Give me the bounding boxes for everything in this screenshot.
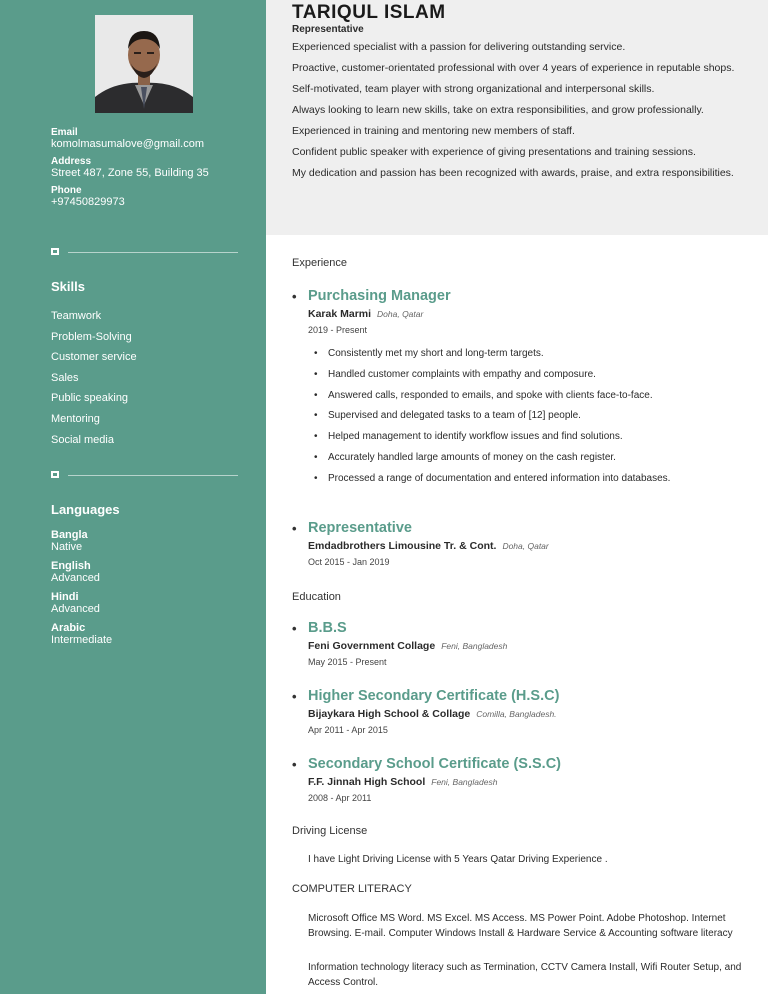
- school: [292, 775, 752, 789]
- phone-value[interactable]: +97450829973: [51, 196, 125, 208]
- company-location: Doha, Qatar: [377, 309, 424, 319]
- job-title: • Representative: [292, 520, 752, 537]
- sidebar-divider: [51, 248, 238, 258]
- address-value: Street 487, Zone 55, Building 35: [51, 167, 209, 179]
- school-location: Comilla, Bangladesh.: [476, 709, 557, 719]
- job-org: [292, 307, 752, 321]
- driving-text: I have Light Driving License with 5 Years Qatar Driving Experience .: [308, 854, 608, 865]
- school-location: Feni, Bangladesh: [431, 777, 498, 787]
- job-title: • Purchasing Manager: [292, 288, 752, 305]
- school-name: Feni Government Collage: [308, 640, 436, 652]
- school-location: Feni, Bangladesh: [441, 641, 508, 651]
- job-dates: 2019 - Present: [308, 325, 368, 335]
- language-name: English: [51, 560, 91, 572]
- person-role: Representative: [292, 24, 364, 35]
- school-name: F.F. Jinnah High School: [308, 776, 426, 788]
- language-level: Intermediate: [51, 634, 113, 646]
- job-entry: [292, 520, 752, 568]
- summary-item: Always looking to learn new skills, take on extra responsibilities, and grow professionally.: [292, 104, 704, 116]
- degree-dates: Apr 2011 - Apr 2015: [308, 725, 388, 735]
- language-name: Bangla: [51, 529, 88, 541]
- address-label: Address: [51, 156, 92, 167]
- degree-title: • Higher Secondary Certificate (H.S.C): [292, 688, 752, 705]
- school: [292, 707, 752, 721]
- summary-list: [292, 40, 752, 187]
- language-level: Advanced: [51, 603, 100, 615]
- language-item: [51, 591, 112, 622]
- duty-item: • Consistently met my short and long-term targets.: [314, 347, 752, 361]
- degree-dates: 2008 - Apr 2011: [308, 793, 372, 803]
- person-name: TARIQUL ISLAM: [292, 2, 446, 23]
- language-name: Hindi: [51, 591, 79, 603]
- experience-label: Experience: [292, 257, 348, 269]
- duty-item: • Supervised and delegated tasks to a team of [12] people.: [314, 409, 752, 423]
- duties-list: [292, 347, 752, 486]
- job-entry: [292, 288, 752, 493]
- duty-item: • Processed a range of documentation and entered information into databases.: [314, 472, 752, 486]
- skills-title: Skills: [51, 279, 85, 294]
- sidebar-divider: [51, 471, 238, 481]
- degree-title: • B.B.S: [292, 620, 752, 637]
- summary-item: Proactive, customer-orientated professional with over 4 years of experience in reputable shops.: [292, 62, 735, 74]
- degree-title: • Secondary School Certificate (S.S.C): [292, 756, 752, 773]
- skill-item: Mentoring: [51, 412, 100, 425]
- language-item: [51, 560, 112, 591]
- degree-dates: May 2015 - Present: [308, 657, 387, 667]
- square-icon: [51, 471, 59, 478]
- duty-item: • Accurately handled large amounts of money on the cash register.: [314, 451, 752, 465]
- duty-item: • Answered calls, responded to emails, and spoke with clients face-to-face.: [314, 389, 752, 403]
- language-level: Native: [51, 541, 83, 553]
- profile-photo: [95, 15, 193, 113]
- summary-item: My dedication and passion has been recognized with awards, praise, and extra responsibilities.: [292, 167, 734, 179]
- email-label: Email: [51, 127, 78, 138]
- sidebar: [0, 0, 266, 994]
- it-literacy-text: Information technology literacy such as Termination, CCTV Camera Install, Wifi Router Setup, and Access Control.: [308, 962, 742, 988]
- education-label: Education: [292, 591, 341, 603]
- language-item: [51, 622, 112, 653]
- computer-literacy-text: Microsoft Office MS Word. MS Excel. MS Access. MS Power Point. Adobe Photoshop. Internet Browsing. E-mail. Computer Windows Install & Hardware Service & Accounting software literacy: [308, 913, 733, 939]
- education-entry: [292, 756, 752, 804]
- school: [292, 639, 752, 653]
- skill-item: Problem-Solving: [51, 330, 132, 343]
- skill-item: Public speaking: [51, 392, 129, 405]
- skill-item: Sales: [51, 371, 79, 384]
- skill-item: Social media: [51, 433, 114, 446]
- job-dates: Oct 2015 - Jan 2019: [308, 557, 390, 567]
- contact-block: [51, 128, 251, 215]
- summary-item: Experienced specialist with a passion for delivering outstanding service.: [292, 41, 626, 53]
- school-name: Bijaykara High School & Collage: [308, 708, 471, 720]
- summary-item: Confident public speaker with experience of giving presentations and training sessions.: [292, 146, 696, 158]
- square-icon: [51, 248, 59, 255]
- duty-item: • Helped management to identify workflow issues and find solutions.: [314, 430, 752, 444]
- company-location: Doha, Qatar: [502, 541, 549, 551]
- header: [266, 0, 768, 235]
- languages-title: Languages: [51, 502, 120, 517]
- company-name: Emdadbrothers Limousine Tr. & Cont.: [308, 540, 497, 552]
- email-value[interactable]: komolmasumalove@gmail.com: [51, 138, 204, 150]
- driving-label: Driving License: [292, 825, 368, 837]
- summary-item: Experienced in training and mentoring new members of staff.: [292, 125, 575, 137]
- skill-item: Customer service: [51, 351, 137, 364]
- summary-item: Self-motivated, team player with strong organizational and interpersonal skills.: [292, 83, 655, 95]
- language-name: Arabic: [51, 622, 86, 634]
- profile-photo-image: [95, 15, 193, 113]
- language-level: Advanced: [51, 572, 100, 584]
- education-entry: [292, 688, 752, 736]
- skill-item: Teamwork: [51, 310, 102, 322]
- company-name: Karak Marmi: [308, 308, 372, 320]
- phone-label: Phone: [51, 185, 82, 196]
- skills-list: [51, 306, 137, 450]
- duty-item: • Handled customer complaints with empathy and composure.: [314, 368, 752, 382]
- education-entry: [292, 620, 752, 668]
- languages-list: [51, 529, 112, 653]
- language-item: [51, 529, 112, 560]
- job-org: [292, 539, 752, 553]
- computer-literacy-label: COMPUTER LITERACY: [292, 883, 412, 895]
